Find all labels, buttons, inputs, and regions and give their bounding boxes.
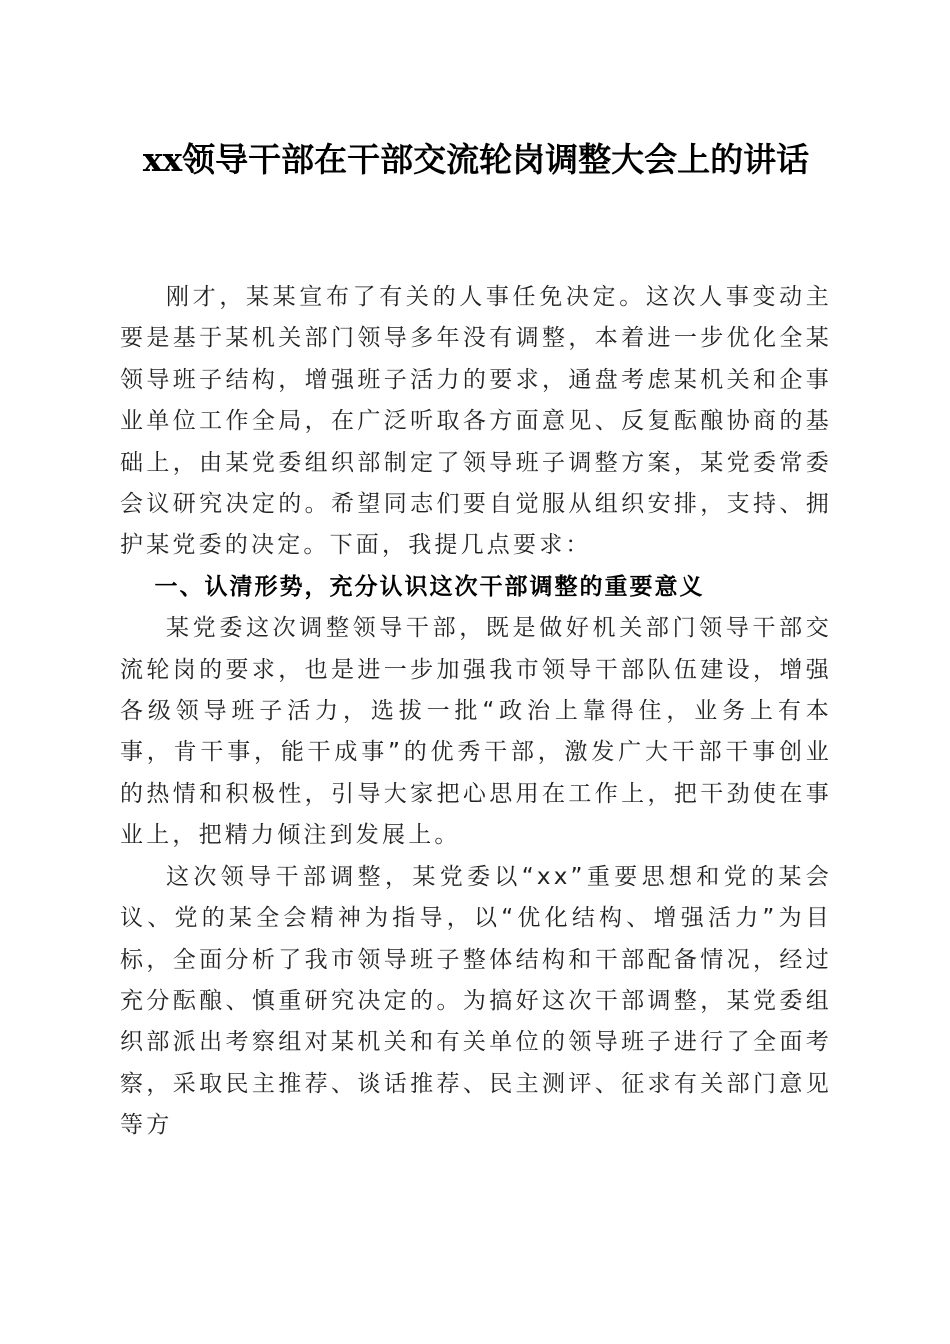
section-heading: 一、认清形势，充分认识这次干部调整的重要意义 xyxy=(154,573,705,600)
document-title: xx领导干部在干部交流轮岗调整大会上的讲话 xyxy=(142,140,810,179)
document-body xyxy=(120,277,832,1147)
body-paragraph: 这次领导干部调整，某党委以“xx”重要思想和党的某会议、党的某全会精神为指导，以“优化结构、增强活力”为目标，全面分析了我市领导班子整体结构和干部配备情况，经过充分酝酿、慎重研究决定的。为搞好这次干部调整，某党委组织部派出考察组对某机关和有关单位的领导班子进行了全面考察，采取民主推荐、谈话推荐、民主测评、征求有关部门意见等方 xyxy=(120,863,832,1139)
body-paragraph: 某党委这次调整领导干部，既是做好机关部门领导干部交流轮岗的要求，也是进一步加强我市领导干部队伍建设，增强各级领导班子活力，选拔一批“政治上靠得住，业务上有本事，肯干事，能干成事”的优秀干部，激发广大干部干事创业的热情和积极性，引导大家把心思用在工作上，把干劲使在事业上，把精力倾注到发展上。 xyxy=(120,615,832,849)
body-paragraph: 刚才，某某宣布了有关的人事任免决定。这次人事变动主要是基于某机关部门领导多年没有调整，本着进一步优化全某领导班子结构，增强班子活力的要求，通盘考虑某机关和企事业单位工作全局，在广泛听取各方面意见、反复酝酿协商的基础上，由某党委组织部制定了领导班子调整方案，某党委常委会议研究决定的。希望同志们要自觉服从组织安排，支持、拥护某党委的决定。下面，我提几点要求： xyxy=(120,284,832,559)
